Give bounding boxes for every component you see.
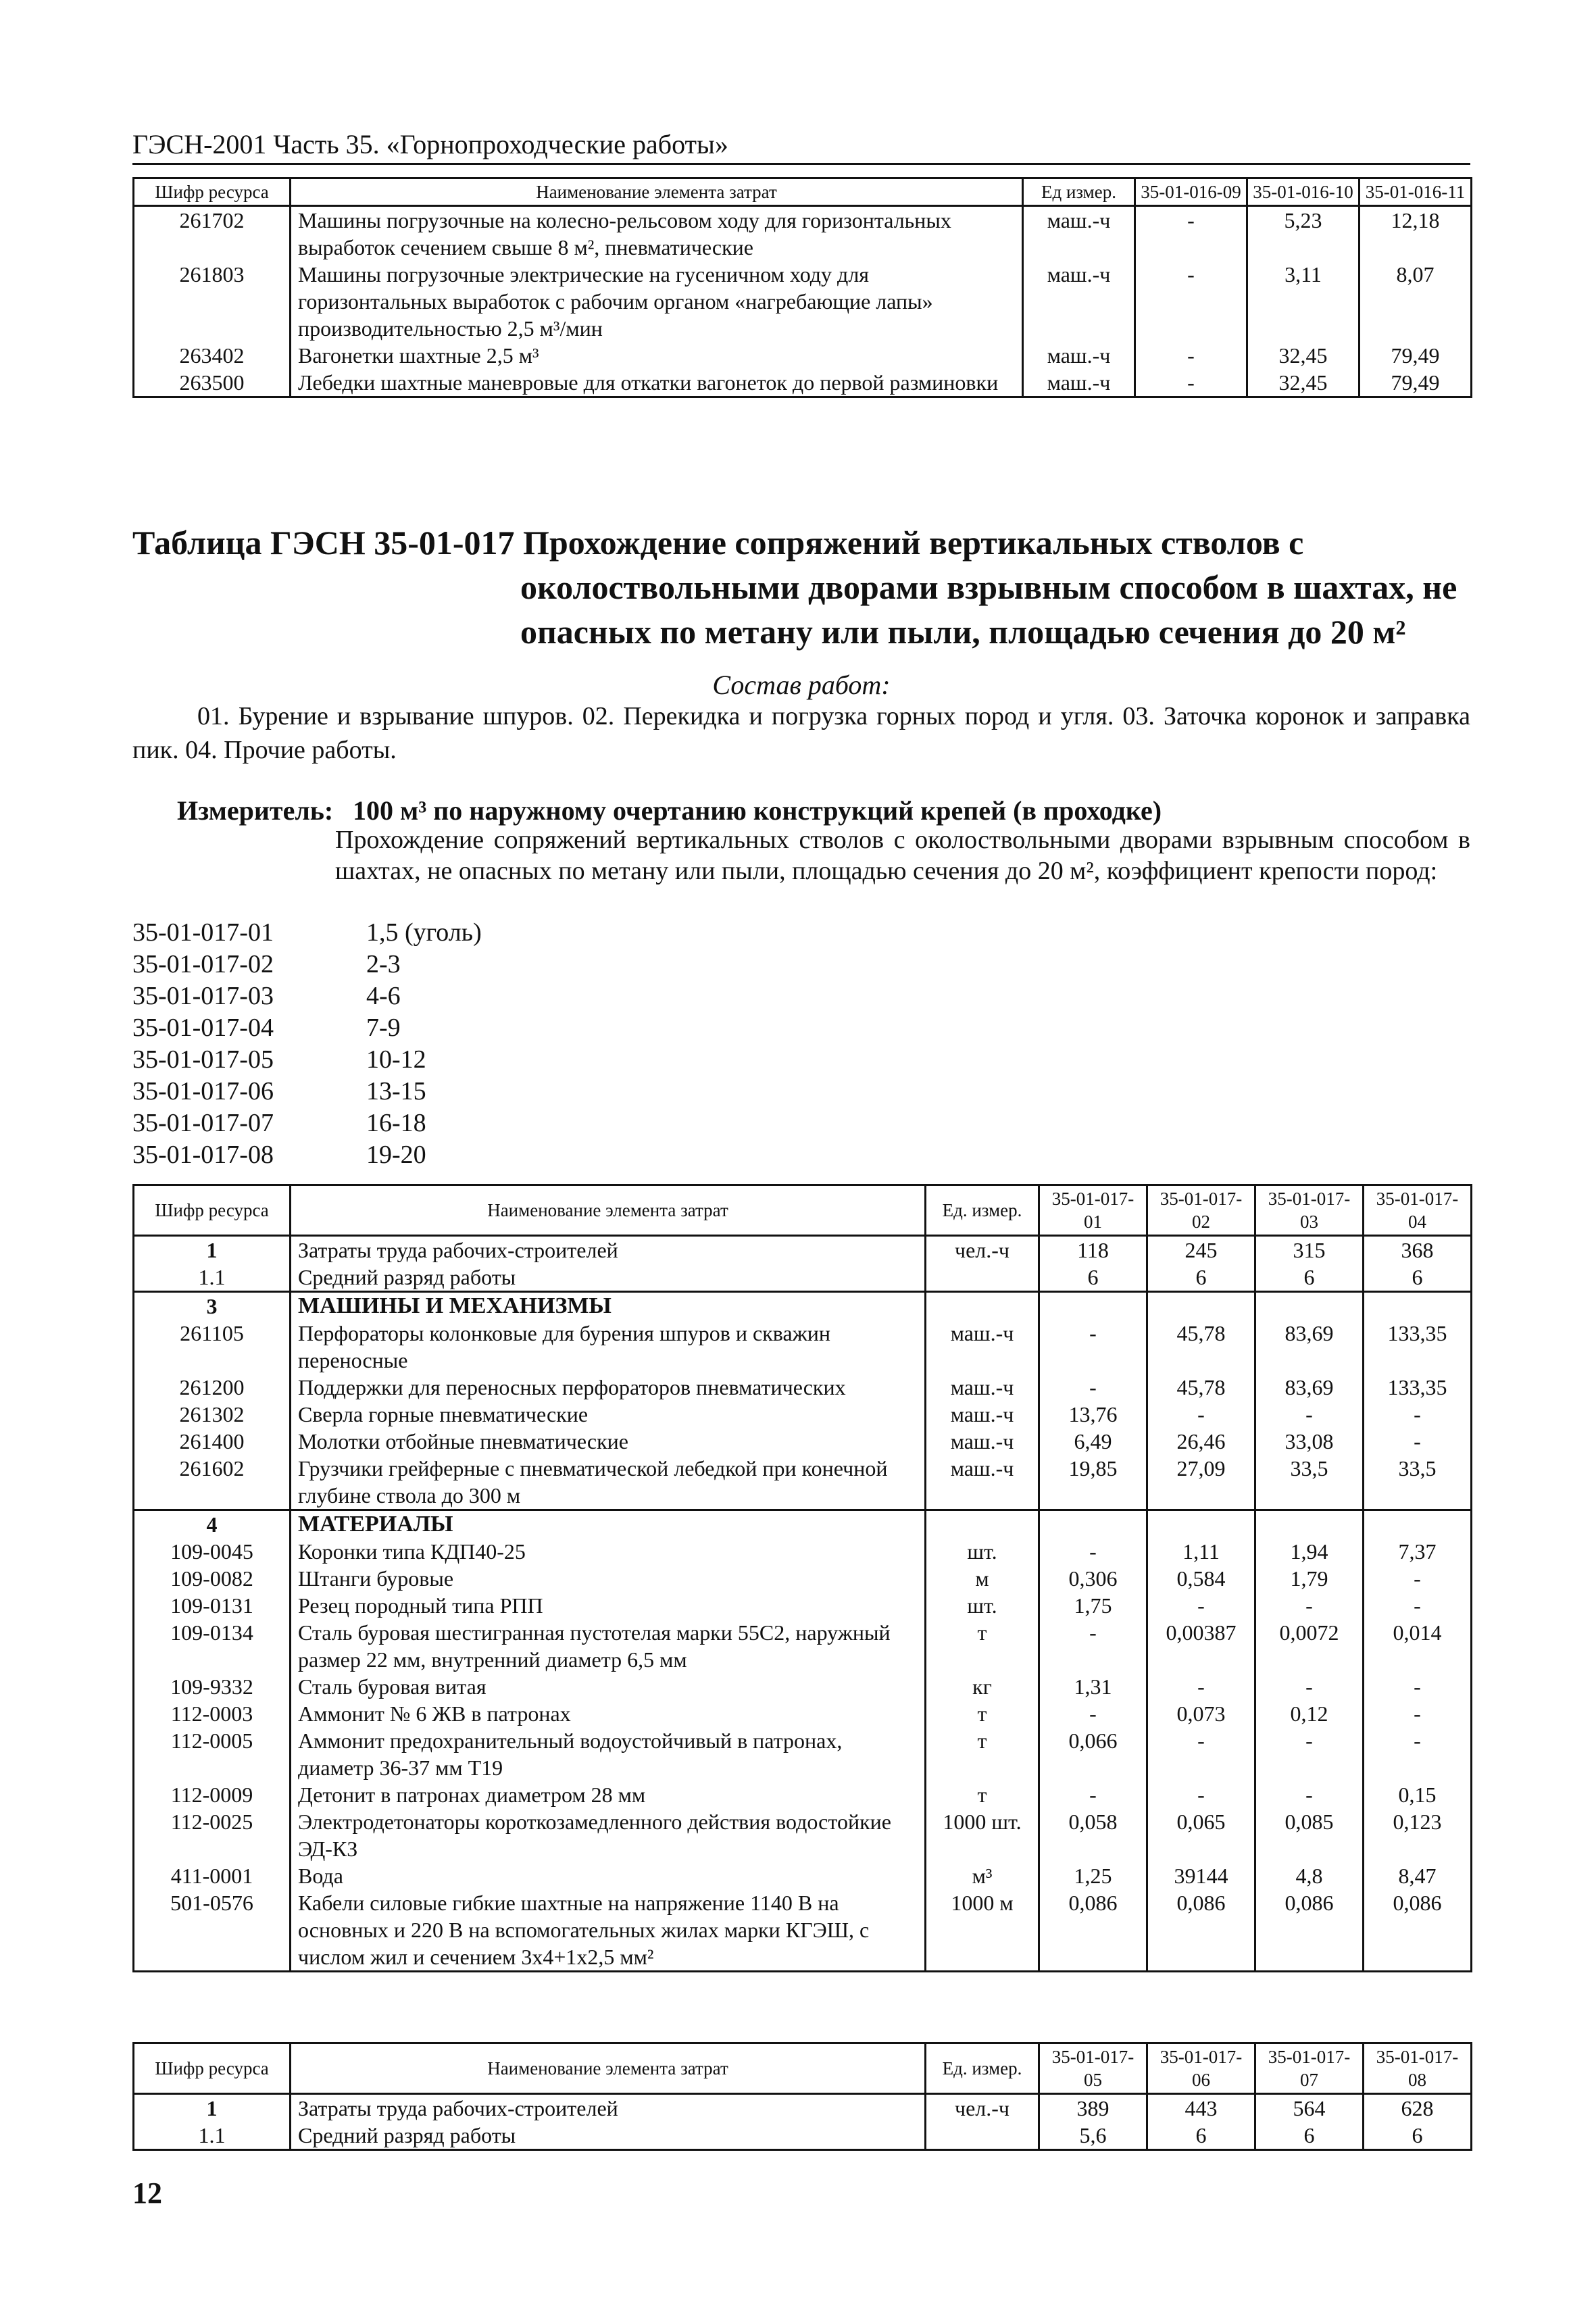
- resource-code: 112-0025: [134, 1808, 291, 1862]
- machinery-table-continued: [132, 177, 1472, 398]
- table-row: [134, 261, 1472, 342]
- rock-hardness: 10-12: [366, 1045, 426, 1074]
- rock-hardness: 16-18: [366, 1109, 426, 1137]
- table-row: [134, 1619, 1472, 1673]
- norm-value: 0,15: [1364, 1781, 1472, 1808]
- col-header-resource-code: Шифр ресурса: [134, 1185, 291, 1236]
- table-row: [134, 1401, 1472, 1428]
- resource-code: 261702: [134, 206, 291, 262]
- norm-list-item: [132, 1044, 482, 1076]
- norm-value: -: [1039, 1700, 1147, 1727]
- cost-element: Кабели силовые гибкие шахтные на напряжение 1140 В на основных и 220 В на вспомогательных жилах марки КГЭШ, с числом жил и сечением 3х4+1х2,5 мм²: [291, 1889, 926, 1972]
- norm-value: 443: [1147, 2094, 1255, 2122]
- norm-value: 0,12: [1255, 1700, 1364, 1727]
- norm-value: -: [1147, 1727, 1255, 1781]
- unit: т: [926, 1781, 1039, 1808]
- col-header-resource-code: Шифр ресурса: [134, 178, 291, 206]
- norm-code: 35-01-017-05: [132, 1045, 274, 1074]
- norm-value: -: [1039, 1538, 1147, 1565]
- norm-value: 5,23: [1247, 206, 1360, 262]
- norm-value: 118: [1039, 1236, 1147, 1264]
- norm-value: 0,065: [1147, 1808, 1255, 1862]
- norm-value: 32,45: [1247, 342, 1360, 369]
- cost-element: Вода: [291, 1862, 926, 1889]
- section-row: [134, 1510, 1472, 1539]
- table-row: [134, 1374, 1472, 1401]
- norm-value: -: [1364, 1565, 1472, 1592]
- norm-value: 13,76: [1039, 1401, 1147, 1428]
- cost-element: Детонит в патронах диаметром 28 мм: [291, 1781, 926, 1808]
- cost-element: Средний разряд работы: [291, 2122, 926, 2150]
- norm-value: -: [1255, 1727, 1364, 1781]
- norm-value: 83,69: [1255, 1320, 1364, 1374]
- table-row: [134, 1808, 1472, 1862]
- table-row: [134, 1428, 1472, 1455]
- table-row: [134, 1455, 1472, 1510]
- norm-value: 8,47: [1364, 1862, 1472, 1889]
- norm-value: 0,123: [1364, 1808, 1472, 1862]
- unit: маш.-ч: [926, 1455, 1039, 1510]
- cost-element: Аммонит № 6 ЖВ в патронах: [291, 1700, 926, 1727]
- cost-element: Молотки отбойные пневматические: [291, 1428, 926, 1455]
- norm-value: -: [1255, 1592, 1364, 1619]
- norm-value: 1,75: [1039, 1592, 1147, 1619]
- resource-code: 261400: [134, 1428, 291, 1455]
- unit: м³: [926, 1862, 1039, 1889]
- norm-value: 628: [1364, 2094, 1472, 2122]
- norm-list-item: [132, 1012, 482, 1044]
- rock-hardness: 19-20: [366, 1141, 426, 1169]
- table-row: [134, 2122, 1472, 2150]
- col-header-norm-017-04: 35-01-017-04: [1364, 1185, 1472, 1236]
- norm-value: 0,073: [1147, 1700, 1255, 1727]
- norm-value: -: [1147, 1781, 1255, 1808]
- cost-element: Сверла горные пневматические: [291, 1401, 926, 1428]
- table-title-line: Таблица ГЭСН 35-01-017 Прохождение сопряжений вертикальных стволов с: [132, 524, 1304, 562]
- norm-value: 0,0072: [1255, 1619, 1364, 1673]
- norm-value: -: [1364, 1673, 1472, 1700]
- measurement-unit-value: 100 м³ по наружному очертанию конструкций крепей (в проходке): [353, 795, 1162, 826]
- norm-value: 83,69: [1255, 1374, 1364, 1401]
- norm-value: 79,49: [1360, 369, 1472, 397]
- unit: 1000 м: [926, 1889, 1039, 1972]
- norm-value: 389: [1039, 2094, 1147, 2122]
- table-row: [134, 1592, 1472, 1619]
- table-row: [134, 1781, 1472, 1808]
- col-header-norm-017-05: 35-01-017-05: [1039, 2043, 1147, 2094]
- norm-value: -: [1135, 342, 1247, 369]
- norm-value: 133,35: [1364, 1320, 1472, 1374]
- norm-value: 6: [1364, 1264, 1472, 1292]
- norm-code: 35-01-017-04: [132, 1014, 274, 1042]
- norm-value: 39144: [1147, 1862, 1255, 1889]
- norm-value: 27,09: [1147, 1455, 1255, 1510]
- norm-description: Прохождение сопряжений вертикальных стволов с околоствольными дворами взрывным способом в шахтах, не опасных по метану или пыли, площадью сечения до 20 м², коэффициент крепости пород:: [335, 826, 1470, 885]
- resource-code: 109-0082: [134, 1565, 291, 1592]
- work-composition-text: 01. Бурение и взрывание шпуров. 02. Перекидка и погрузка горных пород и угля. 03. Заточка коронок и заправка пик. 04. Прочие работы.: [132, 702, 1470, 764]
- norm-value: -: [1135, 261, 1247, 342]
- unit: шт.: [926, 1592, 1039, 1619]
- col-header-norm-016-11: 35-01-016-11: [1360, 178, 1472, 206]
- section-code: 4: [134, 1510, 291, 1539]
- section-title: МАШИНЫ И МЕХАНИЗМЫ: [291, 1292, 926, 1320]
- col-header-unit: Ед. измер.: [926, 2043, 1039, 2094]
- table-row: [134, 1889, 1472, 1972]
- cost-element: Штанги буровые: [291, 1565, 926, 1592]
- resource-code: 261602: [134, 1455, 291, 1510]
- norm-value: 6: [1147, 2122, 1255, 2150]
- resource-code: 109-0131: [134, 1592, 291, 1619]
- table-title-line: околоствольными дворами взрывным способом в шахтах, не: [520, 568, 1457, 606]
- norm-value: 3,11: [1247, 261, 1360, 342]
- norm-value: 6: [1255, 1264, 1364, 1292]
- norm-value: 0,306: [1039, 1565, 1147, 1592]
- table-row: [134, 1565, 1472, 1592]
- norm-value: -: [1135, 206, 1247, 262]
- norm-value: 6: [1255, 2122, 1364, 2150]
- cost-element: Вагонетки шахтные 2,5 м³: [291, 342, 1023, 369]
- col-header-norm-017-01: 35-01-017-01: [1039, 1185, 1147, 1236]
- resource-table-017-01-04: [132, 1184, 1472, 1972]
- norm-value: -: [1147, 1401, 1255, 1428]
- cost-element: Машины погрузочные на колесно-рельсовом ходу для горизонтальных выработок сечением свыше 8 м², пневматические: [291, 206, 1023, 262]
- unit: маш.-ч: [1023, 342, 1135, 369]
- cost-element: Затраты труда рабочих-строителей: [291, 2094, 926, 2122]
- unit: маш.-ч: [1023, 206, 1135, 262]
- norm-list: [132, 917, 482, 1171]
- resource-code: 261105: [134, 1320, 291, 1374]
- unit: 1000 шт.: [926, 1808, 1039, 1862]
- norm-value: 6: [1039, 1264, 1147, 1292]
- norm-value: 5,6: [1039, 2122, 1147, 2150]
- table-row: [134, 1727, 1472, 1781]
- norm-list-item: [132, 1107, 482, 1139]
- norm-value: 79,49: [1360, 342, 1472, 369]
- norm-list-item: [132, 917, 482, 949]
- norm-list-item: [132, 1139, 482, 1171]
- norm-value: 0,584: [1147, 1565, 1255, 1592]
- norm-value: 0,086: [1147, 1889, 1255, 1972]
- rock-hardness: 7-9: [366, 1014, 401, 1042]
- cost-element: Грузчики грейферные с пневматической лебедкой при конечной глубине ствола до 300 м: [291, 1455, 926, 1510]
- norm-value: 0,00387: [1147, 1619, 1255, 1673]
- measurement-unit: [177, 795, 1162, 826]
- cost-element: Перфораторы колонковые для бурения шпуров и скважин переносные: [291, 1320, 926, 1374]
- resource-code: 411-0001: [134, 1862, 291, 1889]
- table-row: [134, 342, 1472, 369]
- norm-value: 6: [1364, 2122, 1472, 2150]
- resource-table-017-05-08: [132, 2042, 1472, 2151]
- unit: т: [926, 1619, 1039, 1673]
- norm-value: -: [1364, 1401, 1472, 1428]
- norm-value: 33,08: [1255, 1428, 1364, 1455]
- table-row: [134, 1264, 1472, 1292]
- col-header-norm-017-02: 35-01-017-02: [1147, 1185, 1255, 1236]
- table-row: [134, 2094, 1472, 2122]
- unit: маш.-ч: [926, 1401, 1039, 1428]
- unit: т: [926, 1727, 1039, 1781]
- norm-value: 26,46: [1147, 1428, 1255, 1455]
- norm-value: 0,086: [1255, 1889, 1364, 1972]
- norm-list-item: [132, 949, 482, 980]
- norm-value: 368: [1364, 1236, 1472, 1264]
- norm-value: 1,31: [1039, 1673, 1147, 1700]
- resource-code: 263500: [134, 369, 291, 397]
- measurement-unit-label: Измеритель:: [177, 795, 334, 826]
- table-row: [134, 1538, 1472, 1565]
- norm-value: 0,066: [1039, 1727, 1147, 1781]
- norm-value: -: [1364, 1428, 1472, 1455]
- unit: маш.-ч: [1023, 261, 1135, 342]
- table-row: [134, 1320, 1472, 1374]
- unit: маш.-ч: [926, 1374, 1039, 1401]
- unit: чел.-ч: [926, 1236, 1039, 1264]
- cost-element: Коронки типа КДП40-25: [291, 1538, 926, 1565]
- norm-value: -: [1364, 1700, 1472, 1727]
- cost-element: Аммонит предохранительный водоустойчивый в патронах, диаметр 36-37 мм Т19: [291, 1727, 926, 1781]
- norm-value: 1,79: [1255, 1565, 1364, 1592]
- norm-value: -: [1039, 1374, 1147, 1401]
- page-number: 12: [132, 2176, 162, 2210]
- col-header-cost-element: Наименование элемента затрат: [291, 2043, 926, 2094]
- norm-value: 1,94: [1255, 1538, 1364, 1565]
- work-composition-caption: Состав работ:: [712, 670, 891, 700]
- section-row: [134, 1292, 1472, 1320]
- resource-code: 1.1: [134, 1264, 291, 1292]
- table-row: [134, 1236, 1472, 1264]
- norm-value: -: [1147, 1592, 1255, 1619]
- col-header-norm-017-07: 35-01-017-07: [1255, 2043, 1364, 2094]
- resource-code: 112-0009: [134, 1781, 291, 1808]
- col-header-cost-element: Наименование элемента затрат: [291, 178, 1023, 206]
- norm-value: 8,07: [1360, 261, 1472, 342]
- resource-code: 1: [134, 1236, 291, 1264]
- unit: шт.: [926, 1538, 1039, 1565]
- resource-code: 261302: [134, 1401, 291, 1428]
- unit: маш.-ч: [1023, 369, 1135, 397]
- col-header-norm-016-10: 35-01-016-10: [1247, 178, 1360, 206]
- resource-code: 112-0005: [134, 1727, 291, 1781]
- resource-code: 109-9332: [134, 1673, 291, 1700]
- cost-element: Электродетонаторы короткозамедленного действия водостойкие ЭД-КЗ: [291, 1808, 926, 1862]
- norm-value: -: [1364, 1727, 1472, 1781]
- cost-element: Затраты труда рабочих-строителей: [291, 1236, 926, 1264]
- norm-value: 133,35: [1364, 1374, 1472, 1401]
- resource-code: 263402: [134, 342, 291, 369]
- table-title: [132, 520, 1470, 654]
- cost-element: Средний разряд работы: [291, 1264, 926, 1292]
- cost-element: Лебедки шахтные маневровые для откатки вагонеток до первой разминовки: [291, 369, 1023, 397]
- norm-code: 35-01-017-01: [132, 918, 274, 947]
- resource-code: 261803: [134, 261, 291, 342]
- norm-value: 315: [1255, 1236, 1364, 1264]
- norm-code: 35-01-017-06: [132, 1077, 274, 1105]
- norm-list-item: [132, 980, 482, 1012]
- norm-code: 35-01-017-03: [132, 982, 274, 1010]
- norm-value: 0,058: [1039, 1808, 1147, 1862]
- norm-value: -: [1039, 1781, 1147, 1808]
- col-header-unit: Ед измер.: [1023, 178, 1135, 206]
- norm-value: -: [1255, 1673, 1364, 1700]
- resource-code: 1: [134, 2094, 291, 2122]
- norm-value: 45,78: [1147, 1320, 1255, 1374]
- col-header-norm-017-08: 35-01-017-08: [1364, 2043, 1472, 2094]
- section-title: МАТЕРИАЛЫ: [291, 1510, 926, 1539]
- resource-code: 501-0576: [134, 1889, 291, 1972]
- norm-value: 12,18: [1360, 206, 1472, 262]
- running-header: ГЭСН-2001 Часть 35. «Горнопроходческие работы»: [132, 128, 1470, 165]
- norm-value: -: [1039, 1320, 1147, 1374]
- resource-code: 109-0134: [134, 1619, 291, 1673]
- rock-hardness: 13-15: [366, 1077, 426, 1105]
- col-header-resource-code: Шифр ресурса: [134, 2043, 291, 2094]
- resource-code: 1.1: [134, 2122, 291, 2150]
- norm-value: 7,37: [1364, 1538, 1472, 1565]
- norm-value: -: [1255, 1401, 1364, 1428]
- table-title-line: опасных по метану или пыли, площадью сечения до 20 м²: [520, 613, 1406, 651]
- rock-hardness: 1,5 (уголь): [366, 918, 482, 947]
- norm-code: 35-01-017-08: [132, 1141, 274, 1169]
- table-row: [134, 1862, 1472, 1889]
- norm-list-item: [132, 1076, 482, 1107]
- col-header-unit: Ед. измер.: [926, 1185, 1039, 1236]
- norm-value: 33,5: [1255, 1455, 1364, 1510]
- norm-value: -: [1147, 1673, 1255, 1700]
- cost-element: Машины погрузочные электрические на гусеничном ходу для горизонтальных выработок с рабочим органом «нагребающие лапы» производительностью 2,5 м³/мин: [291, 261, 1023, 342]
- section-code: 3: [134, 1292, 291, 1320]
- col-header-norm-017-03: 35-01-017-03: [1255, 1185, 1364, 1236]
- col-header-cost-element: Наименование элемента затрат: [291, 1185, 926, 1236]
- norm-value: 0,086: [1364, 1889, 1472, 1972]
- table-row: [134, 369, 1472, 397]
- unit: кг: [926, 1673, 1039, 1700]
- unit: т: [926, 1700, 1039, 1727]
- norm-value: 0,086: [1039, 1889, 1147, 1972]
- norm-value: 45,78: [1147, 1374, 1255, 1401]
- rock-hardness: 4-6: [366, 982, 401, 1010]
- norm-value: -: [1364, 1592, 1472, 1619]
- unit: чел.-ч: [926, 2094, 1039, 2122]
- norm-code: 35-01-017-02: [132, 950, 274, 978]
- cost-element: Сталь буровая витая: [291, 1673, 926, 1700]
- norm-value: 0,014: [1364, 1619, 1472, 1673]
- table-row: [134, 1673, 1472, 1700]
- norm-value: -: [1135, 369, 1247, 397]
- norm-value: 6,49: [1039, 1428, 1147, 1455]
- norm-value: 1,11: [1147, 1538, 1255, 1565]
- resource-code: 112-0003: [134, 1700, 291, 1727]
- resource-code: 261200: [134, 1374, 291, 1401]
- norm-value: 1,25: [1039, 1862, 1147, 1889]
- cost-element: Поддержки для переносных перфораторов пневматических: [291, 1374, 926, 1401]
- rock-hardness: 2-3: [366, 950, 401, 978]
- table-row: [134, 1700, 1472, 1727]
- norm-value: 6: [1147, 1264, 1255, 1292]
- unit: [926, 2122, 1039, 2150]
- norm-value: 19,85: [1039, 1455, 1147, 1510]
- unit: м: [926, 1565, 1039, 1592]
- norm-value: -: [1255, 1781, 1364, 1808]
- table-row: [134, 206, 1472, 262]
- norm-value: 0,085: [1255, 1808, 1364, 1862]
- norm-value: -: [1039, 1619, 1147, 1673]
- norm-value: 245: [1147, 1236, 1255, 1264]
- col-header-norm-017-06: 35-01-017-06: [1147, 2043, 1255, 2094]
- cost-element: Резец породный типа РПП: [291, 1592, 926, 1619]
- col-header-norm-016-09: 35-01-016-09: [1135, 178, 1247, 206]
- unit: маш.-ч: [926, 1428, 1039, 1455]
- cost-element: Сталь буровая шестигранная пустотелая марки 55С2, наружный размер 22 мм, внутренний диаметр 6,5 мм: [291, 1619, 926, 1673]
- unit: маш.-ч: [926, 1320, 1039, 1374]
- unit: [926, 1264, 1039, 1292]
- norm-value: 32,45: [1247, 369, 1360, 397]
- norm-value: 564: [1255, 2094, 1364, 2122]
- norm-value: 4,8: [1255, 1862, 1364, 1889]
- norm-value: 33,5: [1364, 1455, 1472, 1510]
- resource-code: 109-0045: [134, 1538, 291, 1565]
- norm-code: 35-01-017-07: [132, 1109, 274, 1137]
